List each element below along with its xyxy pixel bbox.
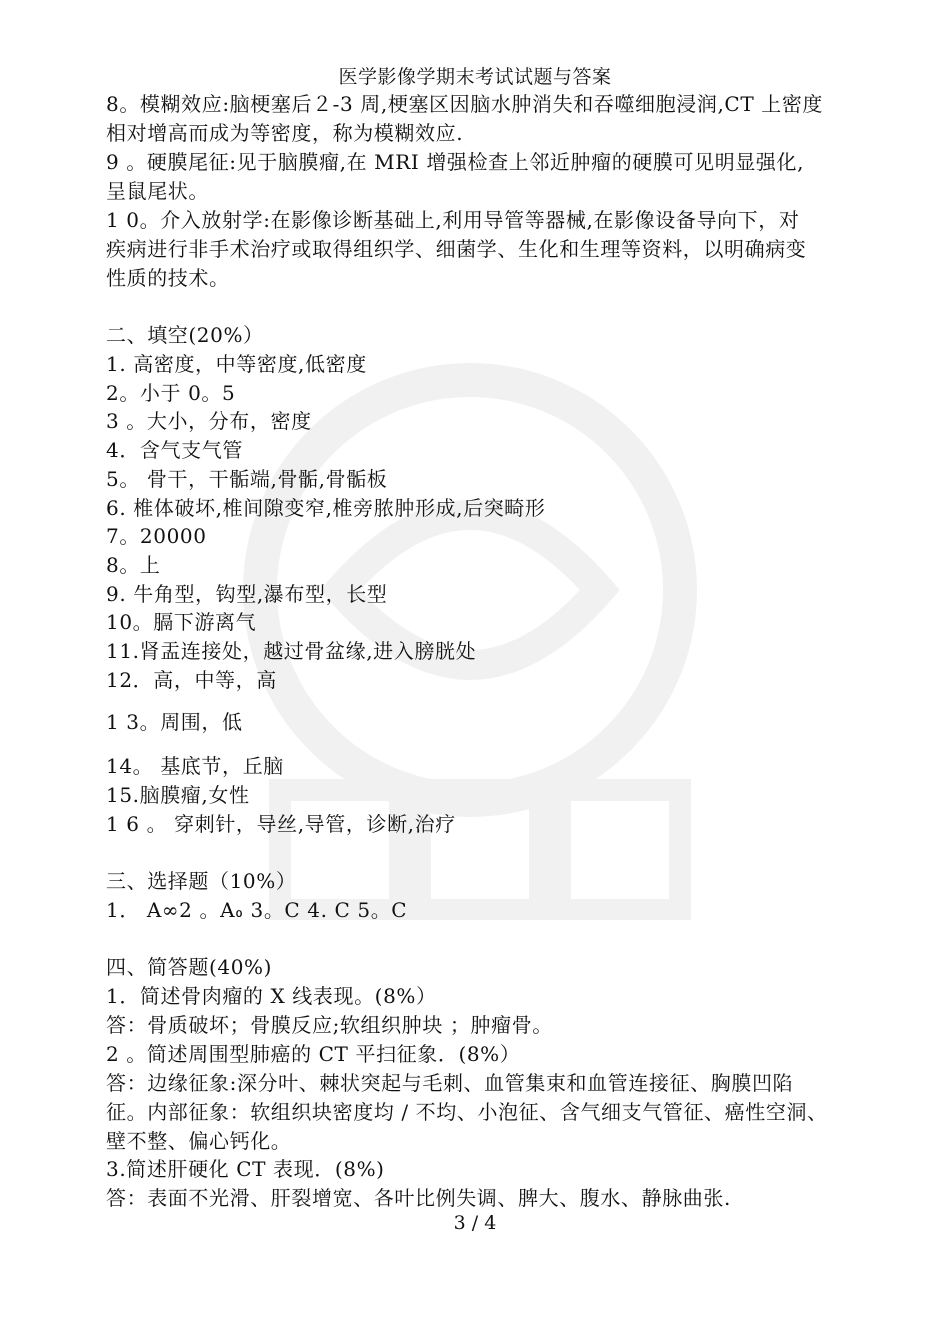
definition-9-line-1: 9 。硬膜尾征:见于脑膜瘤,在 MRI 增强检查上邻近肿瘤的硬膜可见明显强化, <box>106 150 805 174</box>
document-header: 医学影像学期末考试试题与答案 <box>338 66 612 88</box>
short-answer-answer-3: 答：表面不光滑、肝裂增宽、各叶比例失调、脾大、腹水、静脉曲张. <box>106 1186 731 1210</box>
fill-blank-answer-2: 2。小于 0。5 <box>106 381 236 405</box>
definition-8-line-1: 8。模糊效应:脑梗塞后２-3 周,梗塞区因脑水肿消失和吞噬细胞浸润,CT 上密度 <box>106 92 824 116</box>
fill-blank-answer-16: 1 6 。 穿刺针，导丝,导管，诊断,治疗 <box>106 812 456 836</box>
fill-blank-answer-14: 14。 基底节，丘脑 <box>106 754 284 778</box>
fill-blank-answer-4: 4．含气支气管 <box>106 438 243 462</box>
short-answer-answer-2-line-2: 征。内部征象：软组织块密度均 / 不均、小泡征、含气细支气管征、癌性空洞、 <box>106 1100 828 1124</box>
short-answer-question-3: 3.简述肝硬化 CT 表现．(8%) <box>106 1157 385 1181</box>
short-answer-answer-2-line-3: 壁不整、偏心钙化。 <box>106 1129 292 1153</box>
short-answer-question-1: 1．简述骨肉瘤的 X 线表现。(8%） <box>106 984 437 1008</box>
fill-blank-heading: 二、填空(20%） <box>106 323 264 347</box>
short-answer-heading: 四、简答题(40%) <box>106 955 273 979</box>
short-answer-question-2: 2 。简述周围型肺癌的 CT 平扫征象．(8%） <box>106 1042 521 1066</box>
fill-blank-answer-1: 1. 高密度，中等密度,低密度 <box>106 352 367 376</box>
definition-10-line-1: 1 0。介入放射学:在影像诊断基础上,利用导管等器械,在影像设备导向下，对 <box>106 208 800 232</box>
definition-8-line-2: 相对增高而成为等密度，称为模糊效应. <box>106 121 464 145</box>
fill-blank-answer-3: 3 。大小，分布，密度 <box>106 409 312 433</box>
multiple-choice-answers: 1． A∞2 。A៰ 3。C 4. C 5。C <box>106 898 408 922</box>
fill-blank-answer-13: 1 3。周围，低 <box>106 710 243 734</box>
fill-blank-answer-7: 7。20000 <box>106 524 207 548</box>
fill-blank-answer-15: 15.脑膜瘤,女性 <box>106 783 250 807</box>
short-answer-answer-2-line-1: 答：边缘征象:深分叶、棘状突起与毛刺、血管集束和血管连接征、胸膜凹陷 <box>106 1071 794 1095</box>
short-answer-answer-1: 答：骨质破坏；骨膜反应;软组织肿块 ；肿瘤骨。 <box>106 1013 553 1037</box>
fill-blank-answer-11: 11.肾盂连接处，越过骨盆缘,进入膀胱处 <box>106 639 477 663</box>
fill-blank-answer-10: 10。膈下游离气 <box>106 610 257 634</box>
definition-10-line-2: 疾病进行非手术治疗或取得组织学、细菌学、生化和生理等资料，以明确病变 <box>106 237 807 261</box>
fill-blank-answer-12: 12．高，中等，高 <box>106 668 277 692</box>
page-number: 3 / 4 <box>453 1212 497 1234</box>
fill-blank-answer-8: 8。上 <box>106 553 161 577</box>
fill-blank-answer-5: 5。 骨干，干骺端,骨骺,骨骺板 <box>106 467 388 491</box>
fill-blank-answer-9: 9. 牛角型，钩型,瀑布型，长型 <box>106 582 388 606</box>
definition-9-line-2: 呈鼠尾状。 <box>106 179 209 203</box>
multiple-choice-heading: 三、选择题（10%） <box>106 869 297 893</box>
definition-10-line-3: 性质的技术。 <box>106 266 230 290</box>
fill-blank-answer-6: 6. 椎体破坏,椎间隙变窄,椎旁脓肿形成,后突畸形 <box>106 496 546 520</box>
